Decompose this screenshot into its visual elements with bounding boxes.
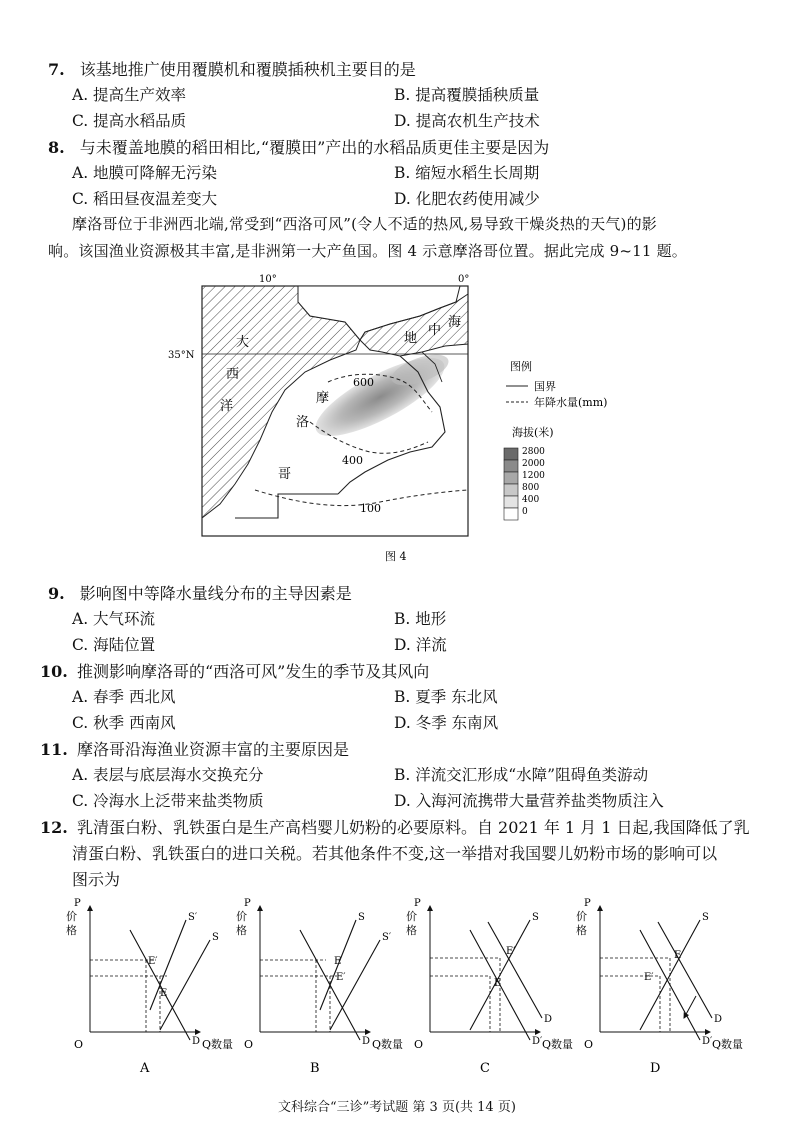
morocco-map xyxy=(160,272,640,570)
equilibrium-label: E xyxy=(494,978,502,989)
sea-label-2: 中 xyxy=(428,323,442,338)
curve-label: D′ xyxy=(702,1036,713,1047)
option-d: D. 提高农机生产技术 xyxy=(394,112,540,130)
country-label-2: 洛 xyxy=(296,415,310,430)
question-stem: 该基地推广使用覆膜机和覆膜插秧机主要目的是 xyxy=(79,60,416,79)
ocean-label-2: 西 xyxy=(226,367,240,382)
legend-precip-label: 年降水量(mm) xyxy=(534,396,608,409)
question-stem: 影响图中等降水量线分布的主导因素是 xyxy=(79,584,352,603)
elevation-value: 400 xyxy=(522,495,540,505)
ocean-label-3: 洋 xyxy=(220,399,234,414)
option-d: D. 入海河流携带大量营养盐类物质注入 xyxy=(394,792,664,810)
elevation-value: 2800 xyxy=(522,447,545,457)
passage-line-2: 响。该国渔业资源极其丰富,是非洲第一大产鱼国。图 4 示意摩洛哥位置。据此完成 9~11 题。 xyxy=(48,242,687,260)
p-axis-label: P xyxy=(414,898,421,909)
origin-label: O xyxy=(74,1038,84,1051)
question-stem-line-1: 乳清蛋白粉、乳铁蛋白是生产高档婴儿奶粉的必要原料。自 2021 年 1 月 1 日起,我国降低了乳 xyxy=(76,818,750,837)
equilibrium-label: E′ xyxy=(506,946,516,957)
curve-label: S xyxy=(702,912,709,923)
p-axis-label: P xyxy=(74,898,81,909)
price-axis-label: 格 xyxy=(66,924,77,937)
option-c: C. 秋季 西南风 xyxy=(72,714,176,732)
price-axis-label: 格 xyxy=(576,924,587,937)
sea-label-3: 海 xyxy=(448,315,462,330)
equilibrium-label: E′ xyxy=(644,972,654,983)
equilibrium-label: E xyxy=(160,988,168,999)
page-footer: 文科综合“三诊”考试题 第 3 页(共 14 页) xyxy=(278,1100,516,1115)
curve-label: S xyxy=(532,912,539,923)
option-b: B. 提高覆膜插秧质量 xyxy=(394,86,540,104)
longitude-0-label: 0° xyxy=(458,274,470,285)
curve-2 xyxy=(160,940,210,1030)
panel-letter: B xyxy=(310,1061,320,1076)
ocean-label-1: 大 xyxy=(236,335,250,350)
curve-label: S xyxy=(212,932,219,943)
elevation-value: 2000 xyxy=(522,459,545,469)
option-b: B. 洋流交汇形成“水障”阻碍鱼类游动 xyxy=(394,766,649,784)
equilibrium-label: E′ xyxy=(336,972,346,983)
option-d: D. 洋流 xyxy=(394,636,447,654)
option-b: B. 地形 xyxy=(394,610,447,628)
option-c: C. 海陆位置 xyxy=(72,636,156,654)
legend-border-label: 国界 xyxy=(534,380,556,393)
graph-panel-A xyxy=(66,898,233,1076)
elevation-swatch-4 xyxy=(504,484,518,496)
price-axis-label: 价 xyxy=(236,910,247,923)
country-label-3: 哥 xyxy=(278,467,292,482)
latitude-35n-label: 35°N xyxy=(168,350,195,361)
equilibrium-label: E xyxy=(334,956,342,967)
curve-2 xyxy=(330,940,380,1030)
elevation-swatch-3 xyxy=(504,472,518,484)
graph-panel-C xyxy=(406,898,573,1076)
legend-title: 图例 xyxy=(510,360,532,373)
legend-elevation-title: 海拔(米) xyxy=(512,426,554,439)
question-number: 8. xyxy=(48,138,65,157)
option-c: C. 冷海水上泛带来盐类物质 xyxy=(72,792,264,810)
question-stem-line-2: 清蛋白粉、乳铁蛋白的进口关税。若其他条件不变,这一举措对我国婴儿奶粉市场的影响可以 xyxy=(72,844,718,863)
quantity-axis-label: Q数量 xyxy=(372,1038,404,1051)
question-10 xyxy=(40,659,429,682)
isohyet-600-label: 600 xyxy=(353,376,374,389)
price-axis-label: 价 xyxy=(66,910,77,923)
question-number: 10. xyxy=(40,662,68,681)
option-c: C. 提高水稻品质 xyxy=(72,112,187,130)
isohyet-400-label: 400 xyxy=(342,454,363,467)
question-8 xyxy=(48,135,549,158)
price-axis-label: 价 xyxy=(576,910,587,923)
map-caption: 图 4 xyxy=(385,550,407,563)
option-d: D. 冬季 东南风 xyxy=(394,714,499,732)
elevation-swatch-5 xyxy=(504,496,518,508)
curve-label: D xyxy=(192,1036,201,1047)
price-axis-label: 价 xyxy=(406,910,417,923)
question-number: 7. xyxy=(48,60,65,79)
option-b: B. 缩短水稻生长周期 xyxy=(394,164,540,182)
longitude-10-label: 10° xyxy=(259,274,277,285)
option-a: A. 提高生产效率 xyxy=(72,86,187,104)
equilibrium-label: E xyxy=(674,950,682,961)
question-stem: 推测影响摩洛哥的“西洛可风”发生的季节及其风向 xyxy=(76,662,430,681)
origin-label: O xyxy=(414,1038,424,1051)
question-9 xyxy=(48,581,352,604)
elevation-swatch-2 xyxy=(504,460,518,472)
price-axis-label: 格 xyxy=(406,924,417,937)
option-a: A. 春季 西北风 xyxy=(72,688,176,706)
elevation-swatch-6 xyxy=(504,508,518,520)
p-axis-label: P xyxy=(244,898,251,909)
elevation-value: 0 xyxy=(522,507,528,517)
elevation-value: 800 xyxy=(522,483,540,493)
sea-label-1: 地 xyxy=(404,331,418,346)
question-7 xyxy=(48,57,416,80)
question-stem-line-3: 图示为 xyxy=(72,870,121,889)
question-12 xyxy=(40,815,750,838)
price-axis-label: 格 xyxy=(236,924,247,937)
quantity-axis-label: Q数量 xyxy=(202,1038,234,1051)
curve-2 xyxy=(658,922,712,1018)
map-legend xyxy=(504,359,607,520)
quantity-axis-label: Q数量 xyxy=(712,1038,744,1051)
curve-label: D xyxy=(362,1036,371,1047)
question-number: 11. xyxy=(40,740,68,759)
elevation-value: 1200 xyxy=(522,471,545,481)
quantity-axis-label: Q数量 xyxy=(542,1038,574,1051)
option-a: A. 表层与底层海水交换充分 xyxy=(72,766,264,784)
question-stem: 摩洛哥沿海渔业资源丰富的主要原因是 xyxy=(76,740,349,759)
question-stem: 与未覆盖地膜的稻田相比,“覆膜田”产出的水稻品质更佳主要是因为 xyxy=(79,138,550,157)
shift-arrow xyxy=(684,996,696,1018)
elevation-swatch-1 xyxy=(504,448,518,460)
option-a: A. 地膜可降解无污染 xyxy=(72,164,218,182)
curve-label: D′ xyxy=(532,1036,543,1047)
option-d: D. 化肥农药使用减少 xyxy=(394,190,540,208)
curve-label: D xyxy=(714,1014,723,1025)
panel-letter: C xyxy=(480,1061,490,1076)
option-b: B. 夏季 东北风 xyxy=(394,688,498,706)
passage-line-1: 摩洛哥位于非洲西北端,常受到“西洛可风”(令人不适的热风,易导致干燥炎热的天气)的影 xyxy=(72,215,657,233)
origin-label: O xyxy=(244,1038,254,1051)
equilibrium-label: E′ xyxy=(148,956,158,967)
panel-letter: A xyxy=(140,1061,150,1076)
supply-demand-graphs xyxy=(60,890,750,1080)
curve-label: S xyxy=(358,912,365,923)
p-axis-label: P xyxy=(584,898,591,909)
curve-3 xyxy=(488,922,542,1018)
question-11 xyxy=(40,737,349,760)
curve-label: S′ xyxy=(188,912,198,923)
origin-label: O xyxy=(584,1038,594,1051)
curve-label: D xyxy=(544,1014,553,1025)
option-a: A. 大气环流 xyxy=(72,610,156,628)
panel-letter: D xyxy=(650,1061,661,1076)
option-c: C. 稻田昼夜温差变大 xyxy=(72,190,218,208)
isohyet-100-label: 100 xyxy=(360,502,381,515)
question-number: 12. xyxy=(40,818,68,837)
curve-label: S′ xyxy=(382,932,392,943)
graph-panel-B xyxy=(236,898,403,1076)
graph-panel-D xyxy=(576,898,743,1076)
question-number: 9. xyxy=(48,584,65,603)
country-label-1: 摩 xyxy=(316,391,330,406)
